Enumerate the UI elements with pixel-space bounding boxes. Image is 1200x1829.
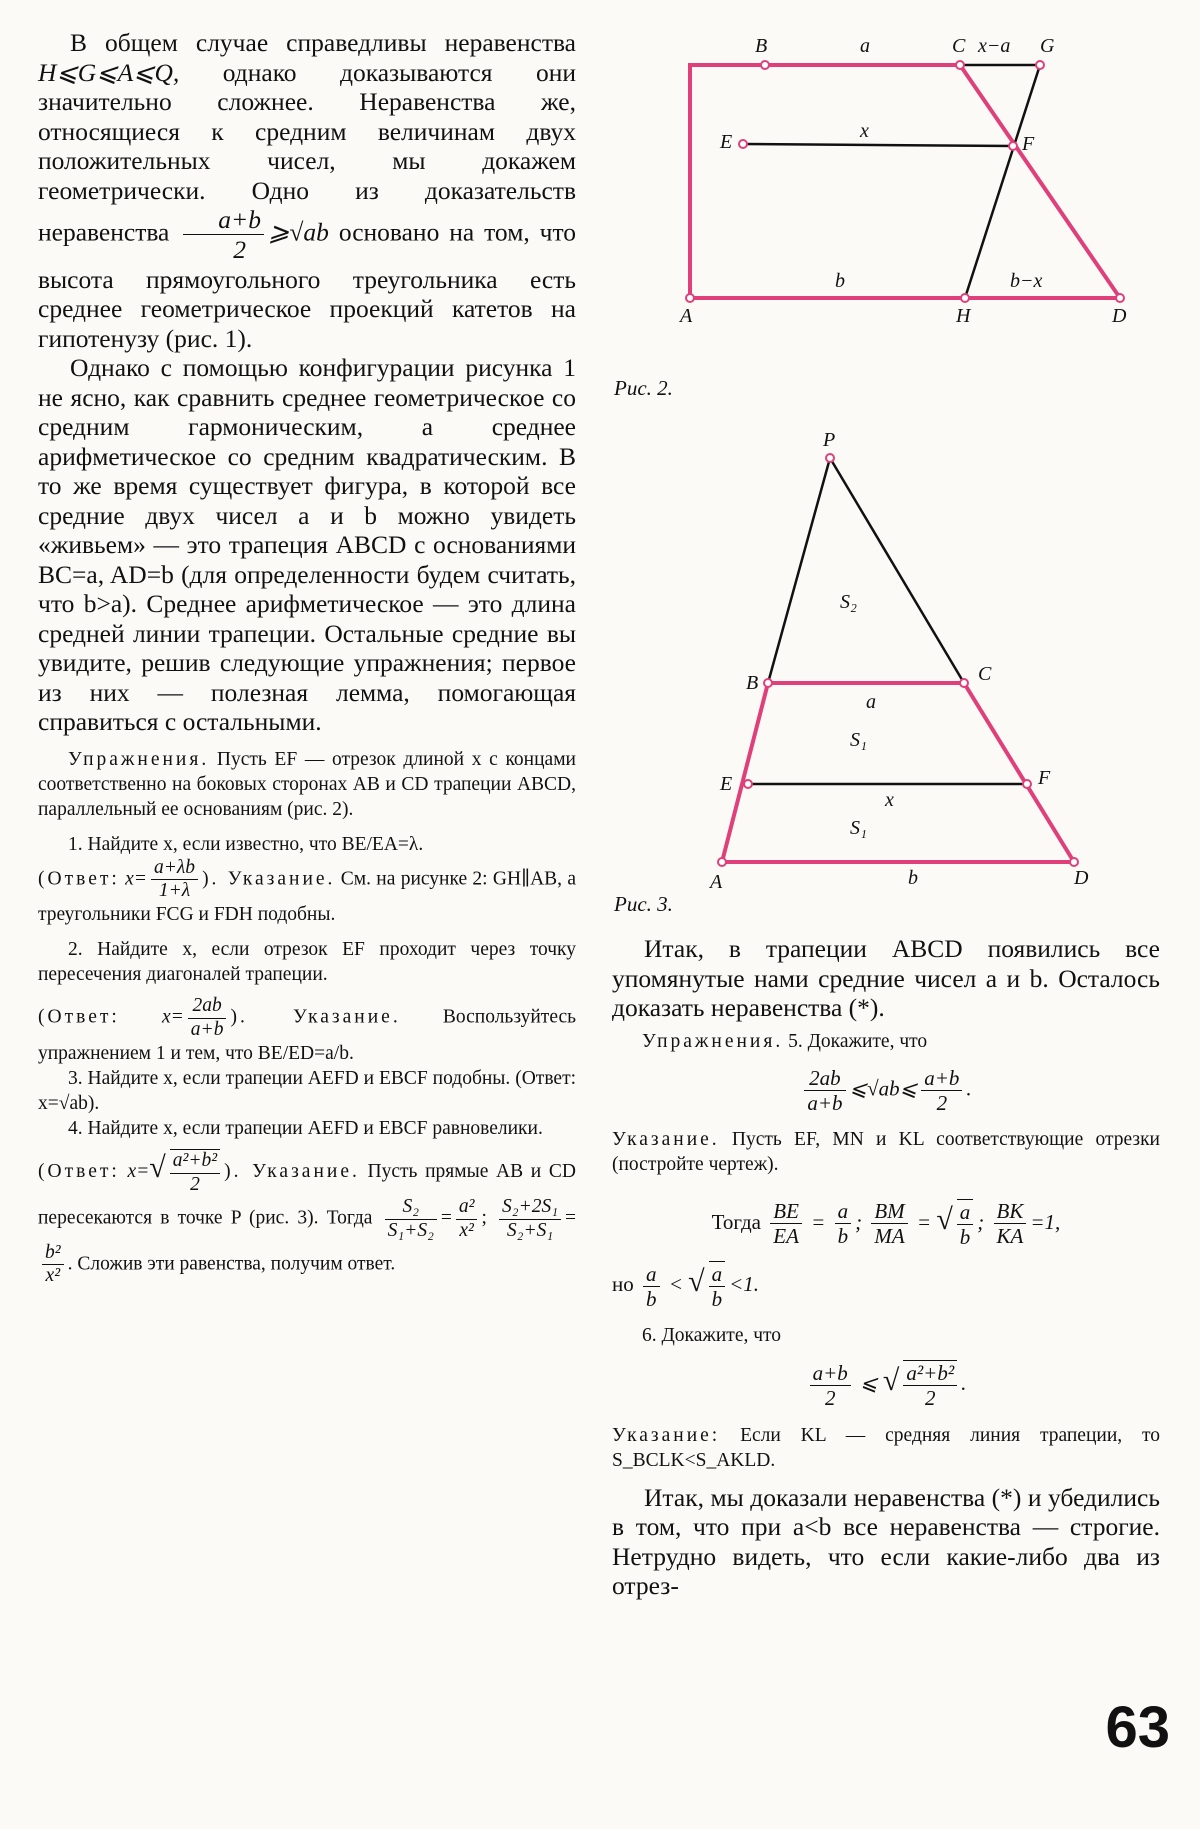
label-g: G [1040,35,1055,57]
segment-pc [830,458,964,683]
point-f [1023,780,1031,788]
fraction: $\frac{\text{b²}}{\text{x²}}$ [42,1242,64,1288]
label-a: a [866,691,876,713]
label-p: P [823,429,836,451]
label-s1-lower: S₁ [850,817,867,839]
label-a-point: A [680,305,693,327]
point-d [1116,294,1124,302]
label-x: x [885,789,894,811]
figure-2-trapezoid [660,30,1140,340]
point-g [1036,61,1044,69]
label-s1-upper: S₁ [850,729,867,751]
trapezoid-abcd [690,65,1120,298]
exercise-4: 4. Найдите x, если трапеции AEFD и EBCF равновелики. [68,1118,543,1140]
left-column [38,28,576,1288]
label-e: E [720,131,733,153]
figure-2-caption: Рис. 2. [614,376,673,400]
label-b-minus-x: b−x [1010,270,1043,292]
text: однако доказываются они значительно сложнее. Неравенства же, относящиеся к средним величинам двух положительных чисел, мы докажем геометрически. Одно из доказательств неравенства [38,57,576,247]
point-e [744,780,752,788]
point-p [826,454,834,462]
sqrt-sign: √ [149,1151,166,1185]
label-f: F [1022,133,1035,155]
point-a [686,294,694,302]
label-b-lower: b [908,867,918,889]
paragraph-trapezoid: Однако с помощью конфигурации рисунка 1 не ясно, как сравнить среднее геометрическое со средним гармоническим, а среднее арифметическое со средним квадратическим. В то же время существует фигура, в которой все средние двух чисел a и b можно увидеть «живьем» — это трапеция ABCD с основаниями BC=a, AD=b (для определенности будем считать, что b>a). Среднее арифметическое — это длина средней линии трапеции. Остальные средние вы увидите, решив следующие упражнения; первое из них — полезная лемма, помогающая справиться с остальными. [38,353,576,737]
label-b-lower: b [835,270,845,292]
paragraph-intro [38,28,576,353]
label-a-point: A [710,871,723,893]
fraction: $\frac{\text{a²}}{\text{x²}}$ [456,1196,478,1242]
text: основано на том, что высота прямоугольного треугольника есть среднее геометрическое проекций катетов на гипотенузу (рис. 1). [38,217,577,353]
fraction-amgm: $\frac{a+b}{2}$ [183,205,264,265]
fraction: $\frac{2ab}{a+b}$ [188,995,227,1041]
label-h: H [956,305,971,327]
point-b [764,679,772,687]
label-d: D [1112,305,1127,327]
formula-then: Тогда $\frac{BE}{EA}$ = $\frac{a}{b}$ ; $\frac{BM}{MA}$ = √ $\frac{a}{b}$ ; $\frac{BK}{KA}$ =1, [711,1199,1061,1249]
label-d: D [1074,867,1089,889]
label-s2: S₂ [840,591,857,613]
figure-3-triangle-trapezoid [680,428,1120,898]
fraction: $\frac{2ab}{a+b}$ [804,1066,845,1115]
formula-ex5: $\frac{2ab}{a+b}$ ⩽√ab⩽ $\frac{a+b}{2}$ . [612,1066,1160,1115]
trapezoid-abcd [722,683,1074,862]
label-b: B [755,35,768,57]
label-x: x [860,120,869,142]
paragraph-conclusion: Итак, мы доказали неравенства (*) и убедились в том, что при a<b все неравенства — строгие. Нетрудно видеть, что если какие-либо два из отрез- [612,1482,1160,1601]
inequality: H⩽G⩽A⩽Q, [38,57,180,87]
point-b [761,61,769,69]
text: В общем случае справедливы неравенства [70,28,576,57]
exercise-5-hint: Указание. Пусть EF, MN и KL соответствующие отрезки (постройте чертеж). [612,1128,1160,1175]
label-b: B [746,672,759,694]
point-a [718,858,726,866]
exercise-6-hint: Указание: Если KL — средняя линия трапеции, то S_BCLK<S_AKLD. [612,1424,1160,1471]
exercise-5: Упражнения. 5. Докажите, что [642,1030,928,1052]
segment-ef [743,144,1013,146]
label-c: C [952,35,966,57]
label-f: F [1038,767,1051,789]
sqrt-ab: ⩾√ab [268,217,329,247]
point-c [960,679,968,687]
exercise-1: 1. Найдите x, если известно, что BE/EA=λ. [68,833,424,855]
point-d [1070,858,1078,866]
fraction: $\frac{a+b}{2}$ [921,1066,962,1115]
point-c [956,61,964,69]
exercise-6: 6. Докажите, что [642,1325,782,1347]
label-c: C [978,663,992,685]
segment-gh [965,65,1043,298]
fraction: $\frac{\text{S₂+2S₁}}{\text{S₂+S₁}}$ [499,1196,561,1242]
exercise-2: 2. Найдите x, если отрезок EF проходит через точку пересечения диагоналей трапеции. [38,939,576,986]
point-e [739,140,747,148]
figure-3-caption: Рис. 3. [614,892,673,916]
formula-but: но $\frac{a}{b}$ < √ $\frac{a}{b}$ <1. [612,1261,760,1312]
exercises-intro: Упражнения. Пусть EF — отрезок длиной x с концами соответственно на боковых сторонах AB и CD трапеции ABCD, параллельный ее основаниям (рис. 2). [38,748,576,820]
fraction: $\frac{a+\lambda b}{1+\lambda}$ [151,857,198,903]
exercise-3: 3. Найдите x, если трапеции AEFD и EBCF подобны. (Ответ: x=√ab). [38,1068,577,1115]
exercise-1-answer: (Ответ: x= $\frac{a+\lambda b}{1+\lambda}$ ). Указание. См. на рисунке 2: GH∥AB, а треугольники FCG и FDH подобны. [38,856,577,926]
point-h [961,294,969,302]
fraction: $\frac{\text{a²+b²}}{2}$ [170,1149,220,1196]
paragraph-summary: Итак, в трапеции ABCD появились все упомянутые нами средние чисел a и b. Осталось доказать неравенства (*). [612,934,1160,1022]
point-f [1009,142,1017,150]
exercise-2-answer: (Ответ: x= $\frac{2ab}{a+b}$ ). Указание. Воспользуйтесь упражнением 1 и тем, что BE/ED=a/b. [38,995,577,1065]
exercise-4-answer: (Ответ: x=√ $\frac{\text{a²+b²}}{2}$ ). Указание. Пусть прямые AB и CD пересекаются в точке P (рис. 3). Тогда $\frac{\text{S₂}}{\text{S₁+S₂}}$ = $\frac{\text{a²}}{\text{x²}}$ ; $\frac{\text{S₂+2S₁}}{\text{S₂+S₁}}$ = $\frac{\text{b²}}{\text{x²}}$ . Сложив эти равенства, получим ответ. [38,1150,577,1287]
formula-ex6: $\frac{a+b}{2}$ ⩽ √ $\frac{\text{a²+b²}}{2}$ . [612,1360,1160,1410]
fraction: $\frac{\text{S₂}}{\text{S₁+S₂}}$ [385,1196,437,1242]
label-a: a [860,35,870,57]
page-number: 63 [1105,1695,1170,1760]
segment-pb [768,458,830,683]
right-column [612,934,1160,1601]
label-x-minus-a: x−a [978,35,1011,57]
exercises-heading: Упражнения. [68,748,210,770]
label-e: E [720,773,733,795]
